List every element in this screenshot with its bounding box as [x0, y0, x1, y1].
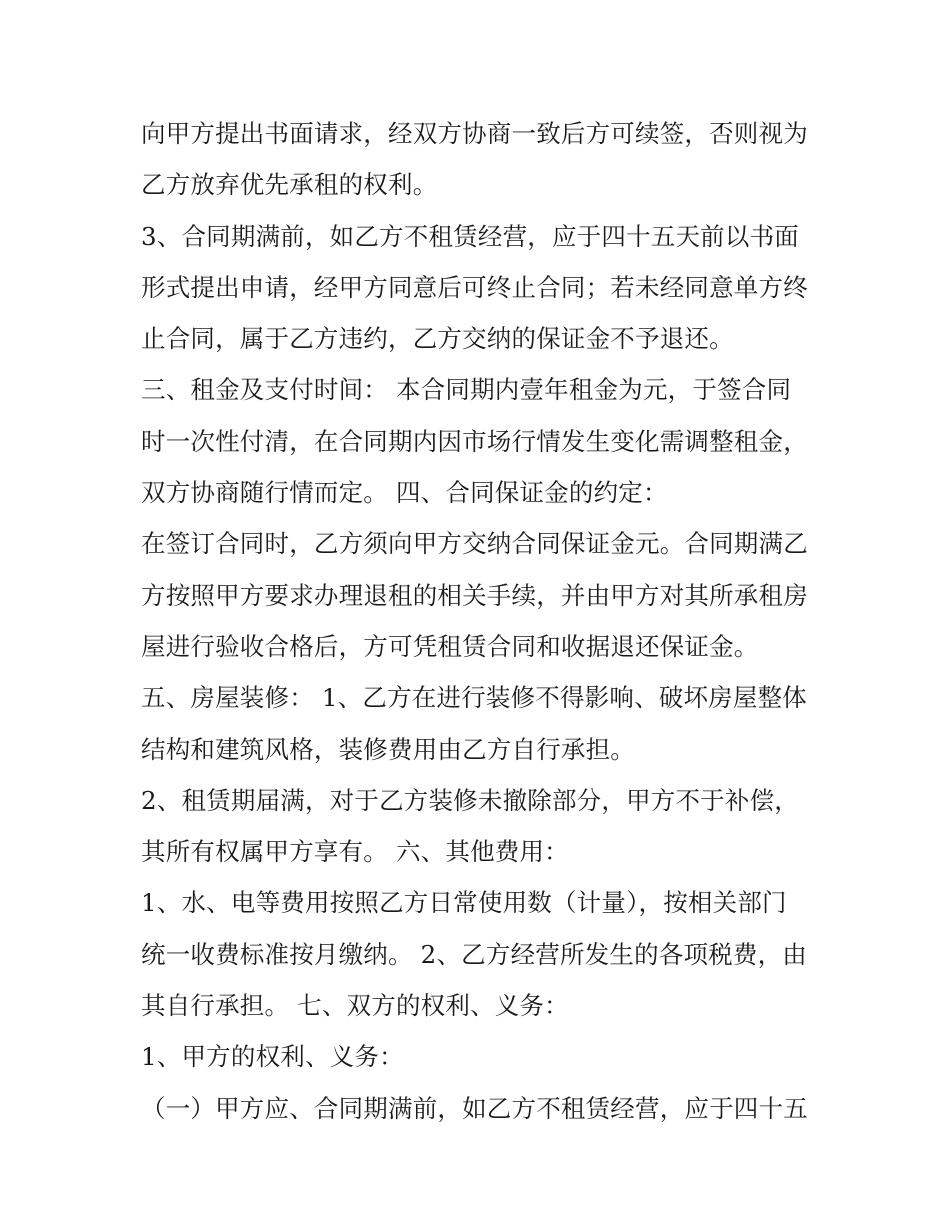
text-line: 1、水、电等费用按照乙方日常使用数（计量），按相关部门 — [141, 888, 787, 918]
text-line: 在签订合同时，乙方须向甲方交纳合同保证金元。合同期满乙 — [141, 529, 808, 559]
text-line: 统一收费标准按月缴纳。 2、乙方经营所发生的各项税费，由 — [141, 939, 807, 969]
text-line: 向甲方提出书面请求，经双方协商一致后方可续签，否则视为 — [141, 119, 808, 148]
text-line: 止合同，属于乙方违约，乙方交纳的保证金不予退还。 — [141, 324, 734, 354]
document-body — [141, 108, 821, 1134]
text-line: 三、租金及支付时间： 本合同期内壹年租金为元，于签合同 — [141, 375, 792, 405]
text-line: 1、甲方的权利、义务： — [141, 1042, 404, 1072]
text-line: 方按照甲方要求办理退租的相关手续，并由甲方对其所承租房 — [141, 580, 808, 610]
text-line: 时一次性付清，在合同期内因市场行情发生变化需调整租金， — [141, 426, 808, 456]
text-line: 结构和建筑风格，装修费用由乙方自行承担。 — [141, 734, 635, 764]
text-line: 屋进行验收合格后，方可凭租赁合同和收据退还保证金。 — [141, 631, 759, 661]
text-line: 2、租赁期届满，对于乙方装修未撤除部分，甲方不于补偿， — [141, 785, 799, 815]
text-line: 五、房屋装修： 1、乙方在进行装修不得影响、破坏房屋整体 — [141, 683, 807, 713]
text-line: 乙方放弃优先承租的权利。 — [141, 170, 438, 200]
text-line: （一）甲方应、合同期满前，如乙方不租赁经营，应于四十五 — [141, 1093, 808, 1123]
text-line: 其自行承担。 七、双方的权利、义务： — [141, 991, 569, 1021]
text-line: 3、合同期满前，如乙方不租赁经营，应于四十五天前以书面 — [141, 221, 799, 251]
text-line: 其所有权属甲方享有。 六、其他费用： — [141, 837, 569, 867]
text-line: 形式提出申请，经甲方同意后可终止合同；若未经同意单方终 — [141, 272, 808, 302]
text-line: 双方协商随行情而定。 四、合同保证金的约定： — [141, 478, 668, 508]
